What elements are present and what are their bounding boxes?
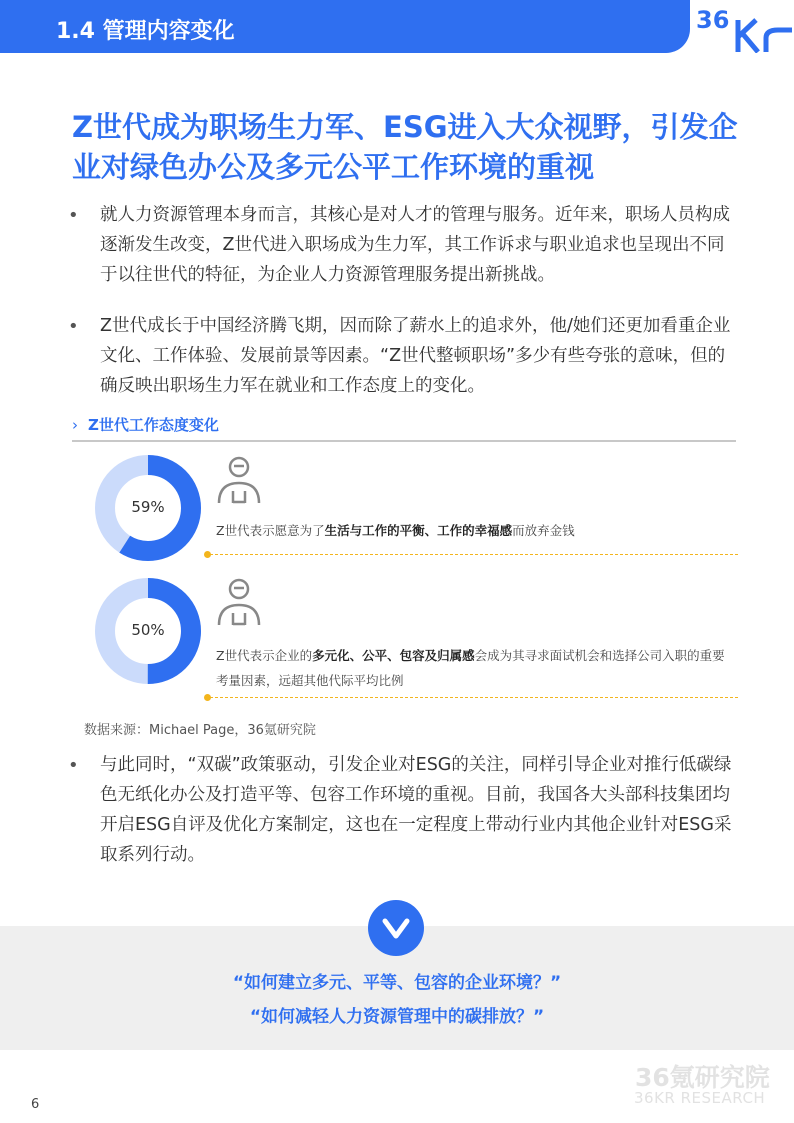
stat-text-1-after: 而放弃金钱 bbox=[512, 523, 575, 538]
bullet-3: • bbox=[68, 755, 79, 776]
header-bar bbox=[0, 0, 690, 53]
section-title: 1.4 管理内容变化 bbox=[56, 19, 235, 44]
stat-text-2-before: Z世代表示企业的 bbox=[216, 648, 313, 663]
question-2: “如何减轻人力资源管理中的碳排放？” bbox=[249, 1007, 545, 1027]
chevron-right-icon: › bbox=[72, 416, 78, 434]
stat-text-1 bbox=[216, 518, 736, 543]
chart-caption bbox=[72, 414, 219, 435]
stat-text-2-bold: 多元化、公平、包容及归属感 bbox=[312, 648, 475, 663]
donut-label-2: 50% bbox=[131, 621, 165, 639]
watermark-cn: 36氪研究院 bbox=[635, 1063, 770, 1092]
dashed-divider-2 bbox=[210, 697, 738, 698]
svg-text:36: 36 bbox=[696, 6, 730, 34]
paragraph-3: 与此同时，“双碳”政策驱动，引发企业对ESG的关注，同样引导企业对推行低碳绿色无纸化办公及打造平等、包容工作环境的重视。目前，我国各大头部科技集团均开启ESG自评及优化方案制定，这也在一定程度上带动行业内其他企业针对ESG采取系列行动。 bbox=[100, 755, 732, 865]
stat-text-2-after: 会成为其寻求面试机会和选择公司入职的重要考量因素，远超其他代际平均比例 bbox=[216, 648, 725, 688]
checkmark-badge bbox=[368, 900, 424, 956]
page-number: 6 bbox=[31, 1097, 40, 1112]
paragraph-2: Z世代成长于中国经济腾飞期，因而除了薪水上的追求外，他/她们还更加看重企业文化、工作体验、发展前景等因素。“Z世代整顿职场”多少有些夸张的意味，但的确反映出职场生力军在就业和工作态度上的变化。 bbox=[100, 316, 731, 396]
stat-text-1-before: Z世代表示愿意为了 bbox=[216, 523, 325, 538]
bullet-2: • bbox=[68, 316, 79, 337]
36kr-logo bbox=[694, 0, 794, 53]
dashed-divider-1 bbox=[210, 554, 738, 555]
person-icon bbox=[215, 455, 263, 505]
chevron-down-icon bbox=[368, 900, 424, 956]
person-icon bbox=[215, 577, 263, 627]
chart-caption-text: Z世代工作态度变化 bbox=[88, 416, 219, 434]
stat-text-1-bold: 生活与工作的平衡、工作的幸福感 bbox=[324, 523, 513, 538]
stat-text-2 bbox=[216, 643, 736, 693]
paragraph-1: 就人力资源管理本身而言，其核心是对人才的管理与服务。近年来，职场人员构成逐渐发生改变，Z世代进入职场成为生力军，其工作诉求与职业追求也呈现出不同于以往世代的特征，为企业人力资源管理服务提出新挑战。 bbox=[100, 205, 730, 285]
headline: Z世代成为职场生力军、ESG进入大众视野，引发企业对绿色办公及多元公平工作环境的重视 bbox=[72, 110, 738, 184]
bullet-1: • bbox=[68, 205, 79, 226]
data-source: 数据来源：Michael Page，36氪研究院 bbox=[84, 723, 316, 738]
watermark-en: 36KR RESEARCH bbox=[634, 1089, 766, 1107]
question-1: “如何建立多元、平等、包容的企业环境？” bbox=[232, 973, 562, 993]
donut-label-1: 59% bbox=[131, 498, 165, 516]
caption-divider bbox=[72, 440, 736, 442]
